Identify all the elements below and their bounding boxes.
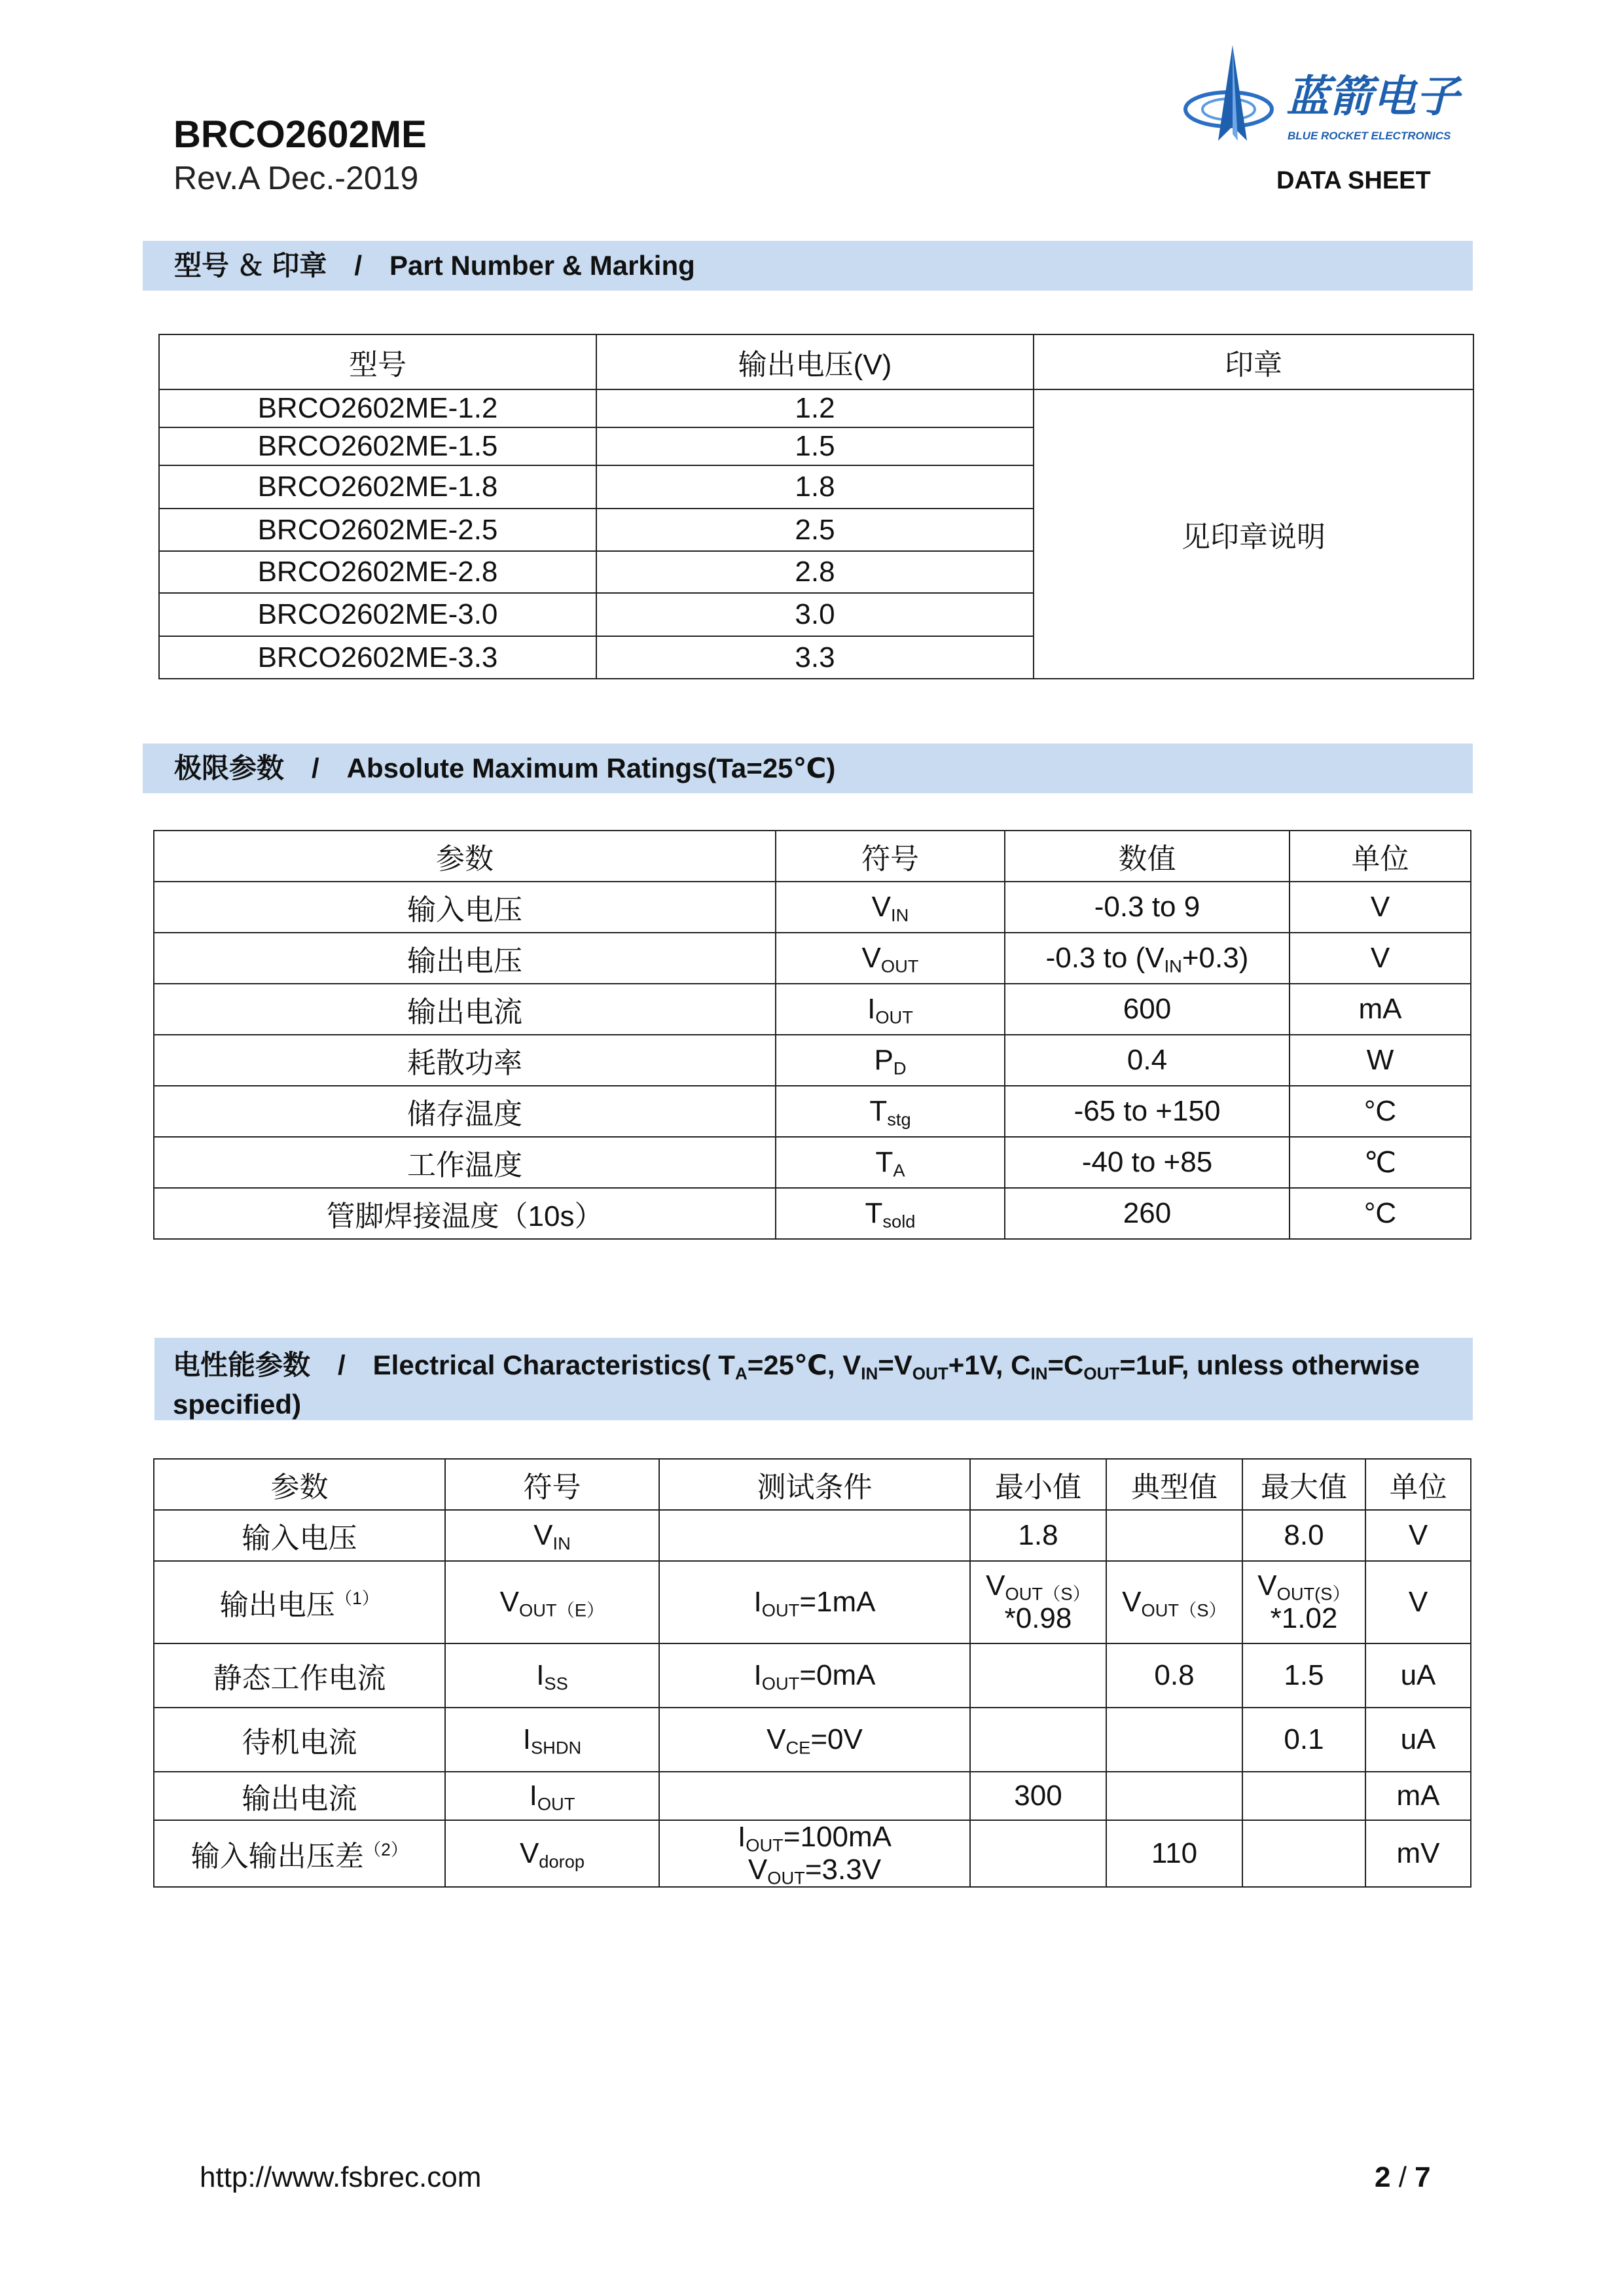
symbol-cell — [445, 1772, 659, 1820]
cond-val: =100mA — [783, 1821, 892, 1853]
table-row — [154, 1510, 1471, 1561]
banner-text: =25℃, V — [747, 1350, 861, 1380]
table-row — [154, 1643, 1471, 1708]
symbol-main: I — [529, 1780, 537, 1812]
cond-sym: V — [748, 1854, 768, 1886]
typ-sym: V — [1122, 1586, 1142, 1618]
symbol-cell — [776, 1035, 1005, 1086]
param-cell — [154, 1820, 445, 1887]
model-cell: BRCO2602ME-1.2 — [159, 389, 596, 427]
section-banner-part-number: 型号 ＆ 印章 / Part Number & Marking — [143, 241, 1473, 291]
section-banner-absolute-max: 极限参数 / Absolute Maximum Ratings(Ta=25℃) — [143, 744, 1473, 793]
cond-sub: OUT — [767, 1867, 805, 1888]
voltage-cell: 1.8 — [596, 465, 1034, 509]
cond-val: =0mA — [799, 1659, 876, 1691]
param-cell — [154, 1561, 445, 1643]
param-cell: 工作温度 — [154, 1137, 776, 1188]
banner-sub: OUT — [1083, 1363, 1120, 1384]
max-cell: 0.1 — [1242, 1708, 1365, 1772]
symbol-sub: OUT — [537, 1793, 575, 1814]
symbol-cell — [776, 882, 1005, 933]
table-header-row — [154, 831, 1471, 882]
banner-title-text: 电性能参数 / Electrical Characteristics( T — [173, 1350, 735, 1380]
table-row — [154, 933, 1471, 984]
param-text: 输出电压 — [219, 1589, 335, 1621]
cond-sym: I — [753, 1586, 762, 1618]
voltage-cell: 1.5 — [596, 427, 1034, 465]
min-cell — [970, 1561, 1106, 1643]
value-sub: IN — [1164, 956, 1182, 977]
symbol-sub: dorop — [539, 1851, 585, 1872]
value-text: 260 — [1123, 1197, 1172, 1229]
symbol-main: I — [867, 993, 876, 1025]
symbol-main: V — [861, 942, 881, 974]
cond-val: =0V — [810, 1723, 863, 1755]
voltage-cell: 3.3 — [596, 636, 1034, 679]
cond-sub: CE — [785, 1737, 811, 1758]
marking-note: 见印章说明 — [1034, 389, 1473, 679]
model-cell: BRCO2602ME-2.5 — [159, 509, 596, 551]
table-row — [154, 984, 1471, 1035]
value-text: -40 to +85 — [1081, 1146, 1213, 1178]
value-text-end: +0.3) — [1182, 942, 1249, 974]
table-row — [154, 1772, 1471, 1820]
banner-sub: IN — [1030, 1363, 1048, 1384]
model-cell: BRCO2602ME-3.3 — [159, 636, 596, 679]
header-test-condition: 测试条件 — [659, 1459, 970, 1510]
page-current: 2 — [1375, 2161, 1391, 2193]
cond-sym: V — [767, 1723, 786, 1755]
value-cell — [1005, 1086, 1290, 1137]
max-cell — [1242, 1820, 1365, 1887]
logo-cn-text: 蓝箭电子 — [1286, 72, 1459, 120]
banner-sub: IN — [861, 1363, 878, 1384]
symbol-sub: D — [893, 1058, 907, 1079]
symbol-cell — [445, 1561, 659, 1643]
param-cell: 输出电压 — [154, 933, 776, 984]
banner-text: =V — [878, 1350, 912, 1380]
website-link[interactable]: http://www.fsbrec.com — [200, 2161, 482, 2193]
value-cell — [1005, 984, 1290, 1035]
absolute-max-table — [153, 830, 1471, 1240]
symbol-sub: stg — [887, 1109, 911, 1130]
data-sheet-label: DATA SHEET — [1276, 167, 1431, 194]
table-row — [154, 1086, 1471, 1137]
param-text: 输入输出压差 — [190, 1840, 364, 1873]
logo-en-text: BLUE ROCKET ELECTRONICS — [1288, 130, 1451, 142]
symbol-main: V — [499, 1586, 520, 1618]
symbol-sub: OUT（E） — [519, 1600, 605, 1621]
symbol-main: V — [533, 1519, 553, 1551]
table-row — [154, 1561, 1471, 1643]
min-sym: V — [986, 1570, 1005, 1602]
max-sub: OUT(S） — [1276, 1583, 1350, 1604]
table-row — [154, 1188, 1471, 1239]
max-cell — [1242, 1772, 1365, 1820]
symbol-sub: OUT — [880, 956, 919, 977]
condition-cell — [659, 1708, 970, 1772]
banner-text: =C — [1047, 1350, 1084, 1380]
param-cell: 管脚焊接温度（10s） — [154, 1188, 776, 1239]
symbol-cell — [445, 1820, 659, 1887]
condition-cell — [659, 1820, 970, 1887]
symbol-cell — [445, 1708, 659, 1772]
param-cell: 输出电流 — [154, 984, 776, 1035]
table-row — [154, 1035, 1471, 1086]
symbol-main: I — [536, 1659, 545, 1691]
header-symbol: 符号 — [776, 831, 1005, 882]
symbol-sub: OUT — [875, 1007, 913, 1028]
symbol-main: V — [519, 1837, 539, 1869]
cond-val: =1mA — [799, 1586, 876, 1618]
header-min: 最小值 — [970, 1459, 1106, 1510]
header-output-voltage: 输出电压(V) — [596, 334, 1034, 389]
max-cell — [1242, 1561, 1365, 1643]
value-text: 600 — [1123, 993, 1172, 1025]
value-cell — [1005, 1035, 1290, 1086]
page-separator: / — [1390, 2161, 1415, 2193]
max-sym: V — [1257, 1570, 1277, 1602]
param-cell: 输出电流 — [154, 1772, 445, 1820]
header-value: 数值 — [1005, 831, 1290, 882]
symbol-cell — [776, 1086, 1005, 1137]
value-text: -65 to +150 — [1074, 1095, 1221, 1127]
table-row — [154, 1820, 1471, 1887]
min-cell: 1.8 — [970, 1510, 1106, 1561]
min-cell — [970, 1708, 1106, 1772]
typ-cell — [1106, 1708, 1242, 1772]
condition-cell — [659, 1561, 970, 1643]
cond-val: =3.3V — [804, 1854, 882, 1886]
table-header-row — [154, 1459, 1471, 1510]
banner-text: =1uF, unless otherwise — [1119, 1350, 1420, 1380]
param-cell: 储存温度 — [154, 1086, 776, 1137]
section-banner-electrical — [154, 1338, 1473, 1420]
symbol-cell — [776, 1188, 1005, 1239]
typ-cell: 0.8 — [1106, 1643, 1242, 1708]
param-cell: 静态工作电流 — [154, 1643, 445, 1708]
min-cell — [970, 1643, 1106, 1708]
min-sub: OUT（S） — [1005, 1583, 1091, 1604]
table-row — [154, 1708, 1471, 1772]
typ-cell: 110 — [1106, 1820, 1242, 1887]
voltage-cell: 1.2 — [596, 389, 1034, 427]
unit-cell: mA — [1290, 984, 1471, 1035]
header-marking: 印章 — [1034, 334, 1473, 389]
revision-label: Rev.A Dec.-2019 — [173, 160, 419, 196]
symbol-sub: IN — [552, 1533, 571, 1554]
banner-text: +1V, C — [948, 1350, 1031, 1380]
banner-sub: A — [734, 1363, 748, 1384]
unit-cell: ℃ — [1290, 1137, 1471, 1188]
value-cell — [1005, 882, 1290, 933]
symbol-sub: SS — [544, 1673, 568, 1694]
typ-sub: OUT（S） — [1141, 1600, 1227, 1621]
table-row — [159, 389, 1473, 427]
table-header-row — [159, 334, 1473, 389]
note-ref: （2） — [363, 1840, 408, 1860]
symbol-sub: sold — [882, 1211, 916, 1232]
symbol-cell — [776, 984, 1005, 1035]
typ-cell — [1106, 1561, 1242, 1643]
table-row — [154, 1137, 1471, 1188]
header-symbol: 符号 — [445, 1459, 659, 1510]
voltage-cell: 2.8 — [596, 551, 1034, 593]
header-parameter: 参数 — [154, 1459, 445, 1510]
unit-cell: °C — [1290, 1086, 1471, 1137]
max-val: *1.02 — [1270, 1602, 1338, 1634]
banner-title-line2: specified) — [173, 1389, 302, 1420]
value-cell — [1005, 1137, 1290, 1188]
symbol-main: T — [865, 1197, 883, 1229]
header-parameter: 参数 — [154, 831, 776, 882]
param-cell: 耗散功率 — [154, 1035, 776, 1086]
voltage-cell: 3.0 — [596, 593, 1034, 636]
cond-sub: OUT — [761, 1600, 800, 1621]
param-cell: 输入电压 — [154, 1510, 445, 1561]
condition-cell — [659, 1643, 970, 1708]
min-cell: 300 — [970, 1772, 1106, 1820]
min-cell — [970, 1820, 1106, 1887]
model-cell: BRCO2602ME-3.0 — [159, 593, 596, 636]
symbol-main: P — [874, 1044, 893, 1076]
unit-cell: V — [1290, 882, 1471, 933]
cond-sub: OUT — [761, 1673, 800, 1694]
symbol-main: V — [871, 891, 892, 923]
unit-cell: uA — [1365, 1643, 1471, 1708]
electrical-characteristics-table — [153, 1458, 1471, 1888]
unit-cell: mA — [1365, 1772, 1471, 1820]
page-total: 7 — [1415, 2161, 1431, 2193]
symbol-main: I — [522, 1723, 531, 1755]
symbol-main: T — [869, 1095, 888, 1127]
rocket-icon — [1185, 45, 1272, 141]
header-model: 型号 — [159, 334, 596, 389]
symbol-sub: A — [893, 1160, 905, 1181]
condition-cell — [659, 1772, 970, 1820]
part-number-table — [158, 334, 1474, 679]
page-number — [1375, 2161, 1431, 2194]
note-ref: （1） — [334, 1588, 380, 1609]
header-max: 最大值 — [1242, 1459, 1365, 1510]
typ-cell — [1106, 1510, 1242, 1561]
unit-cell: W — [1290, 1035, 1471, 1086]
value-text: 0.4 — [1127, 1044, 1168, 1076]
param-cell: 输入电压 — [154, 882, 776, 933]
voltage-cell: 2.5 — [596, 509, 1034, 551]
value-cell — [1005, 933, 1290, 984]
blue-rocket-logo — [1182, 43, 1476, 173]
max-cell: 8.0 — [1242, 1510, 1365, 1561]
banner-sub: OUT — [912, 1363, 948, 1384]
symbol-cell — [445, 1510, 659, 1561]
unit-cell: V — [1290, 933, 1471, 984]
symbol-cell — [445, 1643, 659, 1708]
param-cell: 待机电流 — [154, 1708, 445, 1772]
model-cell: BRCO2602ME-1.8 — [159, 465, 596, 509]
value-text: -0.3 to 9 — [1094, 891, 1200, 923]
header-unit: 单位 — [1290, 831, 1471, 882]
header-typ: 典型值 — [1106, 1459, 1242, 1510]
symbol-sub: IN — [891, 905, 909, 925]
part-number-title: BRCO2602ME — [173, 113, 427, 156]
value-text: -0.3 to (V — [1045, 942, 1164, 974]
unit-cell: V — [1365, 1510, 1471, 1561]
unit-cell: °C — [1290, 1188, 1471, 1239]
header-unit: 单位 — [1365, 1459, 1471, 1510]
value-cell — [1005, 1188, 1290, 1239]
symbol-sub: SHDN — [530, 1737, 582, 1758]
symbol-main: T — [875, 1146, 893, 1178]
table-row — [154, 882, 1471, 933]
max-cell: 1.5 — [1242, 1643, 1365, 1708]
cond-sym: I — [738, 1821, 746, 1853]
unit-cell: mV — [1365, 1820, 1471, 1887]
symbol-cell — [776, 1137, 1005, 1188]
condition-cell — [659, 1510, 970, 1561]
cond-sym: I — [753, 1659, 762, 1691]
unit-cell: V — [1365, 1561, 1471, 1643]
unit-cell: uA — [1365, 1708, 1471, 1772]
typ-cell — [1106, 1772, 1242, 1820]
min-val: *0.98 — [1004, 1602, 1072, 1634]
cond-sub: OUT — [746, 1835, 784, 1856]
model-cell: BRCO2602ME-2.8 — [159, 551, 596, 593]
model-cell: BRCO2602ME-1.5 — [159, 427, 596, 465]
symbol-cell — [776, 933, 1005, 984]
